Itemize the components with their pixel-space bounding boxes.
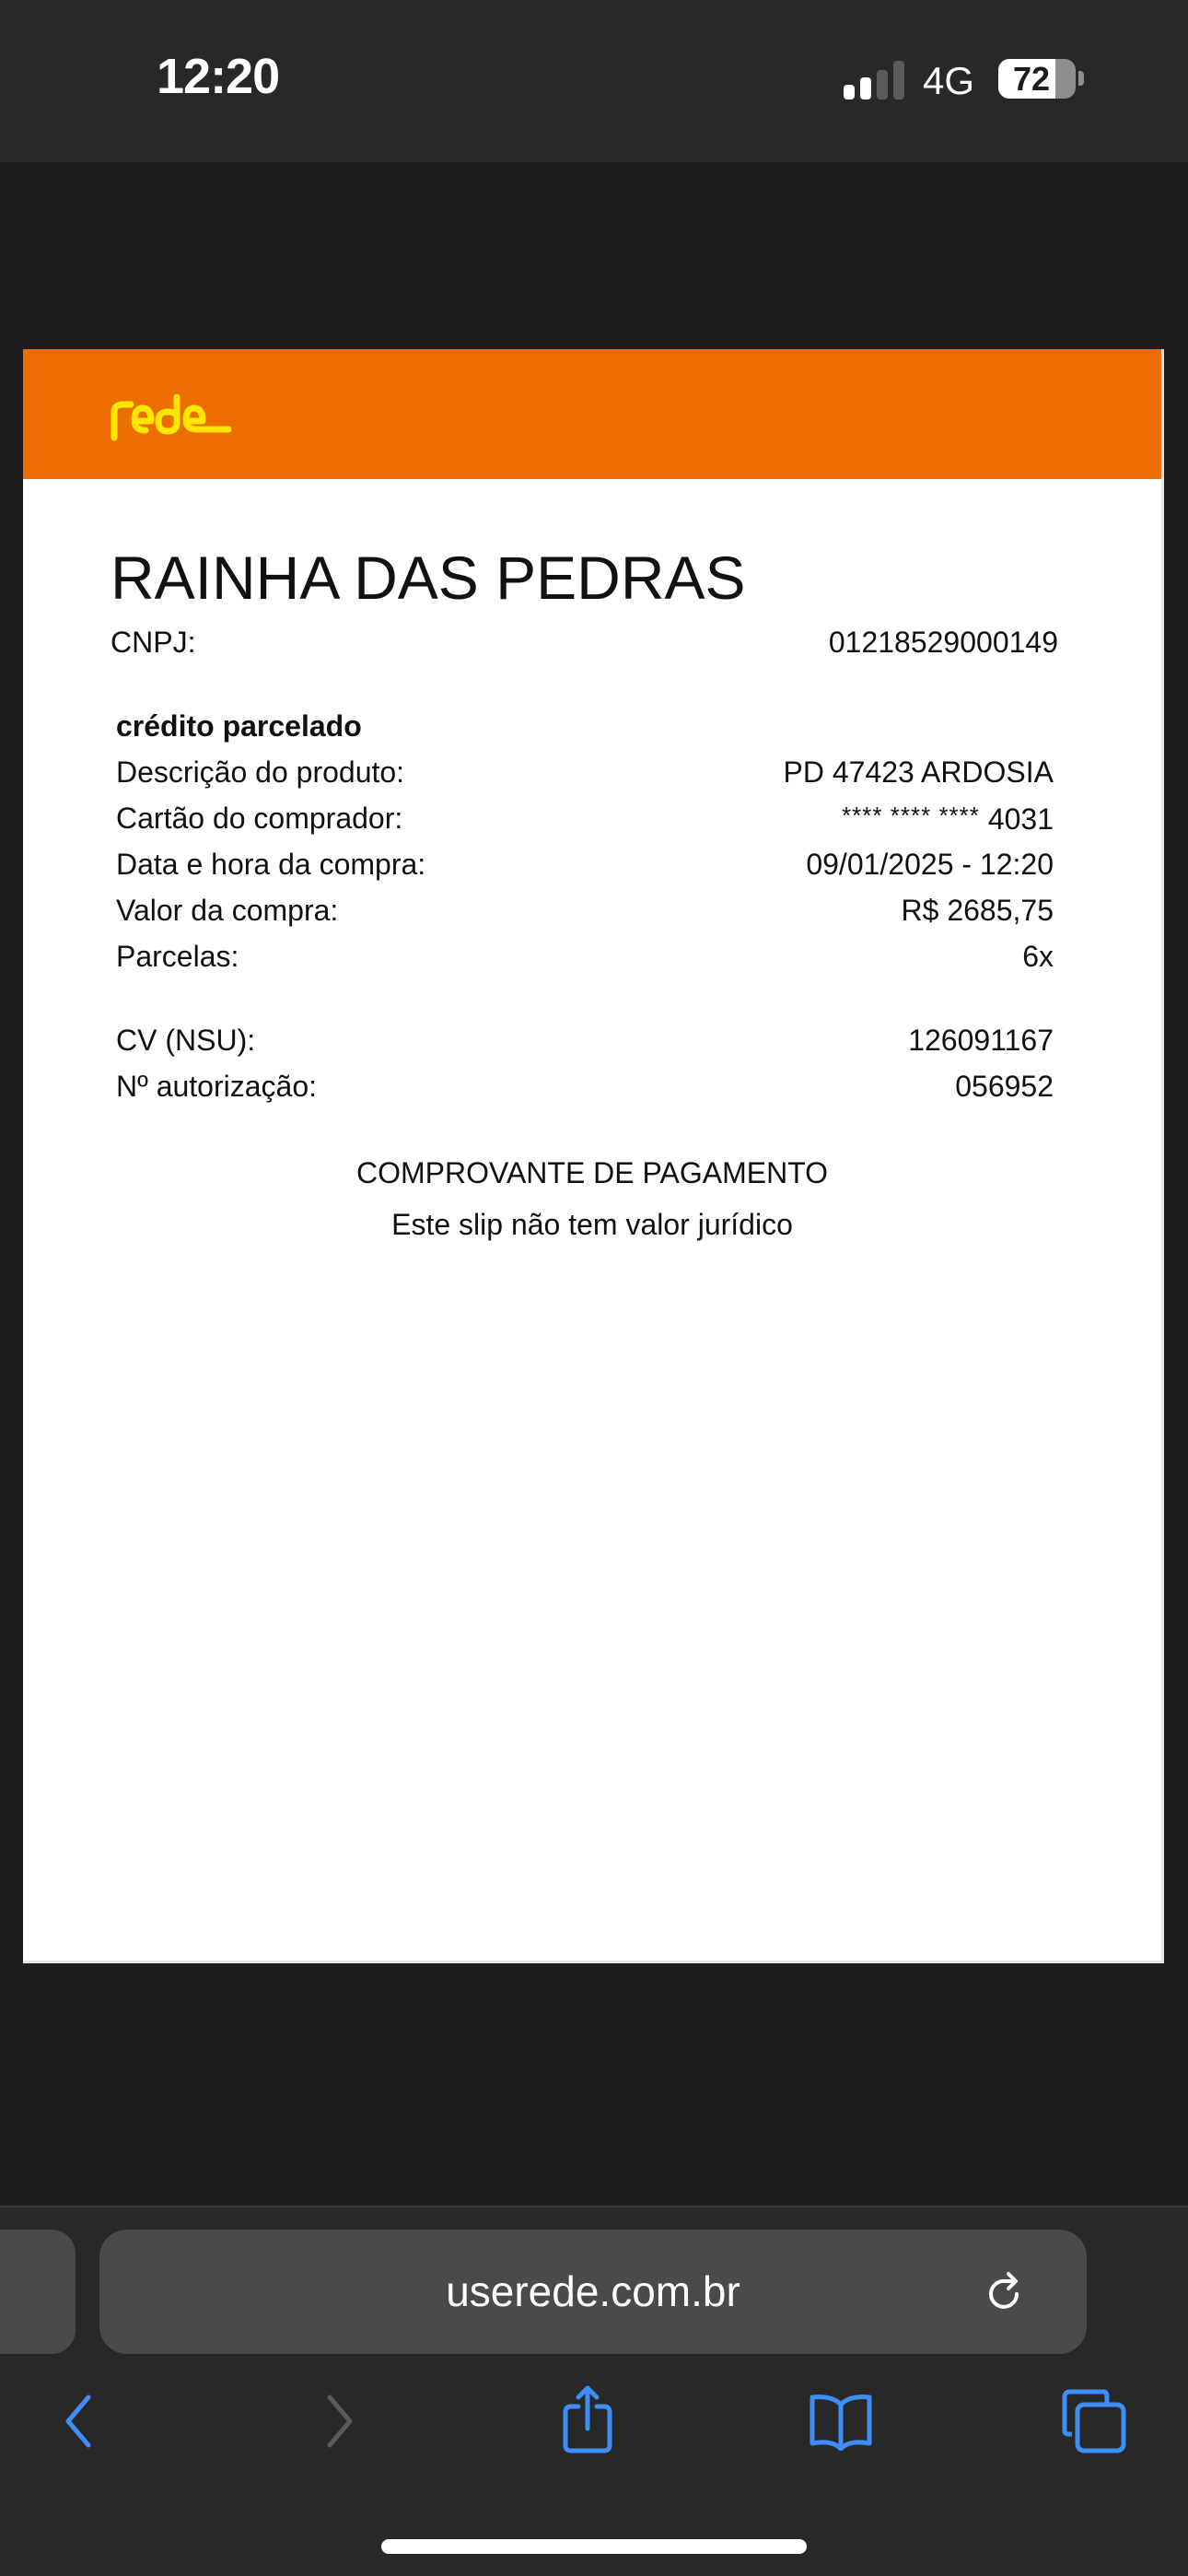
- detail-row-installments: [23, 940, 1161, 980]
- detail-label: Data e hora da compra:: [116, 848, 426, 881]
- reload-icon[interactable]: [984, 2270, 1028, 2314]
- authorization-value: 056952: [955, 1070, 1054, 1103]
- forward-icon[interactable]: [320, 2394, 357, 2449]
- authorization-label: Nº autorização:: [116, 1070, 318, 1103]
- back-icon[interactable]: [61, 2394, 98, 2449]
- detail-value: R$ 2685,75: [901, 894, 1054, 927]
- home-indicator[interactable]: [381, 2539, 807, 2554]
- tabs-icon[interactable]: [1061, 2388, 1127, 2454]
- status-time: 12:20: [157, 49, 280, 104]
- battery-icon: [998, 59, 1076, 99]
- detail-label: Cartão do comprador:: [116, 802, 403, 835]
- nsu-value: 126091167: [908, 1024, 1054, 1057]
- detail-row-amount: [23, 894, 1161, 934]
- card-mask: **** **** ****: [842, 802, 980, 829]
- detail-label: Parcelas:: [116, 940, 239, 973]
- detail-row-product: [23, 755, 1161, 796]
- detail-value: [842, 802, 1054, 837]
- detail-label: Descrição do produto:: [116, 755, 405, 789]
- receipt-footer-title: COMPROVANTE DE PAGAMENTO: [355, 1156, 829, 1189]
- cnpj-label: CNPJ:: [111, 626, 196, 659]
- rede-logo-icon: [109, 390, 238, 441]
- battery-nub: [1078, 71, 1084, 86]
- address-text: userede.com.br: [446, 2267, 740, 2315]
- detail-row-card: [23, 802, 1161, 842]
- address-bar[interactable]: [99, 2230, 1087, 2354]
- previous-tab-pill[interactable]: [0, 2230, 76, 2354]
- detail-value: PD 47423 ARDOSIA: [783, 755, 1054, 789]
- payment-receipt: [23, 349, 1164, 1963]
- detail-value: 6x: [1022, 940, 1054, 973]
- bookmarks-icon[interactable]: [807, 2392, 875, 2451]
- card-last4: 4031: [987, 802, 1054, 836]
- detail-row-datetime: [23, 848, 1161, 888]
- detail-value: 09/01/2025 - 12:20: [806, 848, 1054, 881]
- status-bar: [0, 0, 1188, 162]
- nsu-label: CV (NSU):: [116, 1024, 256, 1057]
- cellular-signal-icon: [844, 61, 904, 100]
- share-icon[interactable]: [560, 2384, 615, 2454]
- detail-label: Valor da compra:: [116, 894, 339, 927]
- authorization-row: [23, 1070, 1161, 1110]
- nsu-row: [23, 1024, 1161, 1064]
- brand-header: [23, 349, 1161, 479]
- transaction-type: crédito parcelado: [116, 709, 362, 743]
- cnpj-value: 01218529000149: [828, 626, 1058, 659]
- network-type: 4G: [923, 59, 975, 102]
- receipt-footer-note: Este slip não tem valor jurídico: [391, 1208, 793, 1241]
- cnpj-row: [23, 626, 1161, 666]
- battery-percent: 72: [1012, 60, 1051, 98]
- merchant-name: RAINHA DAS PEDRAS: [111, 544, 746, 612]
